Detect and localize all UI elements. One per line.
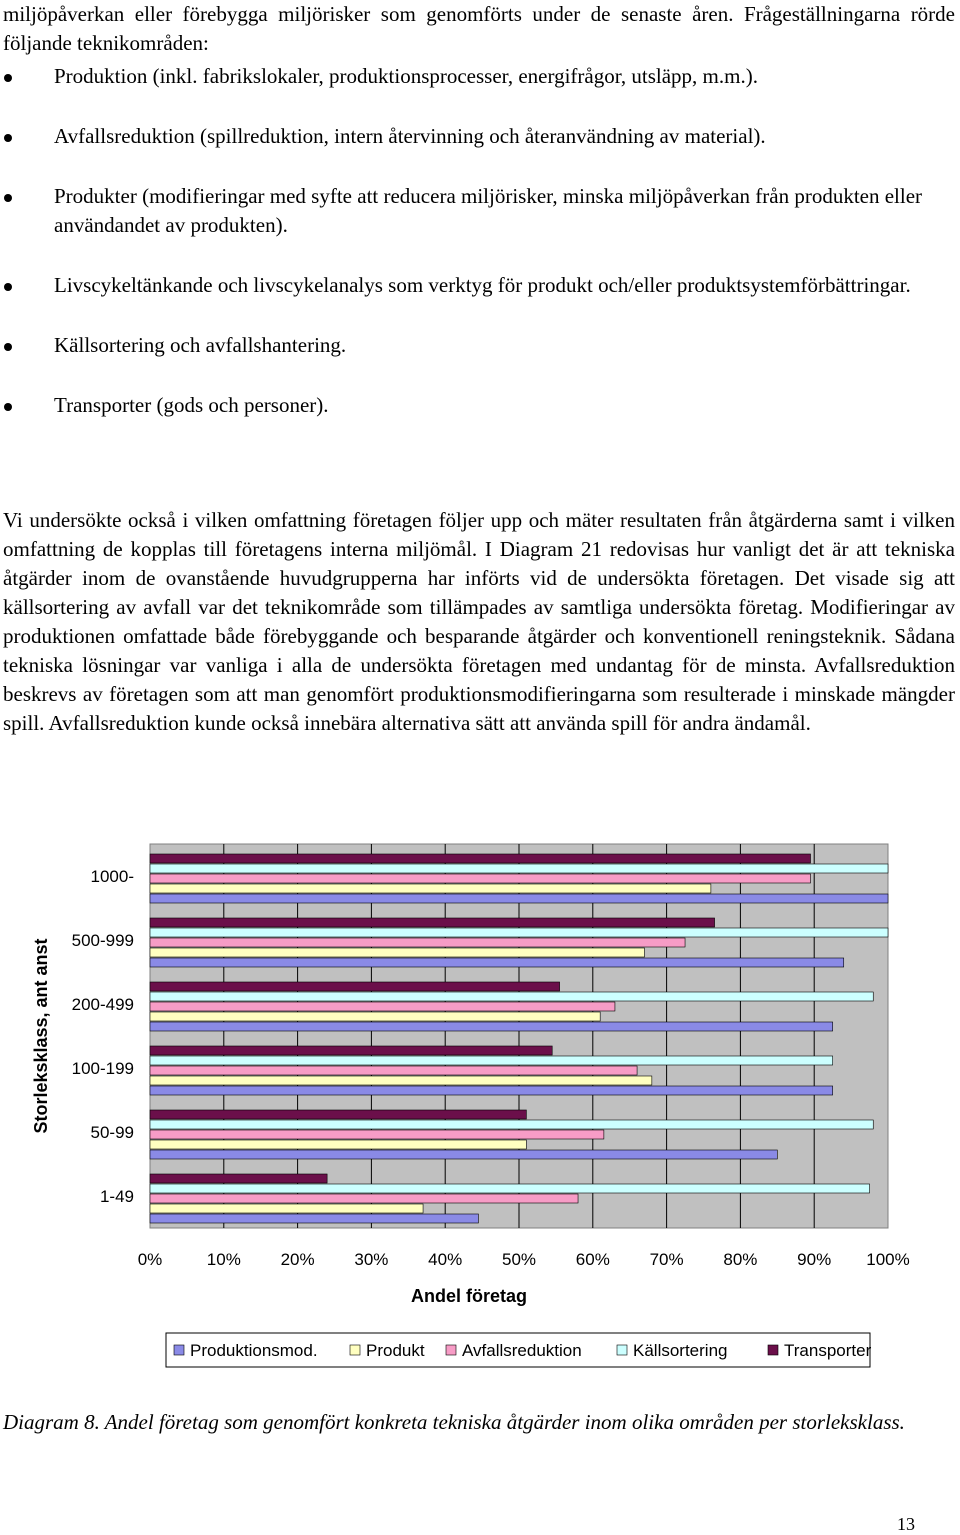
bar — [150, 982, 560, 991]
page-number: 13 — [897, 1514, 915, 1534]
legend-label: Källsortering — [633, 1341, 728, 1360]
y-axis-label: Storleksklass, ant anst — [31, 938, 51, 1134]
bullet-icon — [4, 74, 12, 82]
legend-swatch — [768, 1345, 778, 1355]
legend-label: Produkt — [366, 1341, 425, 1360]
list-item — [0, 182, 955, 240]
bar — [150, 874, 811, 883]
y-tick-label: 500-999 — [71, 931, 134, 950]
bullet-icon — [4, 403, 12, 411]
x-tick-label: 30% — [354, 1250, 389, 1269]
y-tick-label: 1000- — [90, 867, 134, 886]
bar — [150, 1140, 526, 1149]
bar — [150, 938, 685, 947]
bar-chart — [0, 830, 960, 1360]
list-item-text: Produkter (modifieringar med syfte att reducera miljörisker, minska miljöpåverkan från produkten eller användandet av produkten). — [54, 184, 923, 237]
list-item — [0, 331, 955, 360]
x-tick-label: 80% — [723, 1250, 758, 1269]
list-item — [0, 62, 955, 91]
bar — [150, 1002, 615, 1011]
bar — [150, 854, 811, 863]
y-tick-label: 50-99 — [90, 1123, 134, 1142]
bar — [150, 992, 873, 1001]
bar — [150, 948, 644, 957]
bar — [150, 1150, 777, 1159]
legend-label: Avfallsreduktion — [462, 1341, 582, 1360]
x-tick-label: 90% — [797, 1250, 832, 1269]
x-tick-label: 10% — [206, 1250, 241, 1269]
y-tick-label: 200-499 — [71, 995, 134, 1014]
bar — [150, 864, 888, 873]
list-item — [0, 122, 955, 151]
x-tick-label: 60% — [575, 1250, 610, 1269]
x-tick-label: 0% — [137, 1250, 163, 1269]
list-item-text: Livscykeltänkande och livscykelanalys som verktyg för produkt och/eller produktsystemförbättringar. — [54, 273, 911, 297]
bar — [150, 1174, 327, 1183]
bar — [150, 1046, 552, 1055]
bar — [150, 1120, 873, 1129]
bar — [150, 1056, 833, 1065]
chart-canvas — [0, 830, 960, 1410]
bar — [150, 884, 711, 893]
bar — [150, 894, 888, 903]
x-tick-label: 50% — [501, 1250, 537, 1269]
x-axis-label: Andel företag — [410, 1286, 528, 1306]
legend-label: Produktionsmod. — [190, 1341, 318, 1360]
legend-swatch — [350, 1345, 360, 1355]
bar — [150, 1076, 652, 1085]
bar — [150, 1110, 526, 1119]
bar — [150, 918, 715, 927]
topic-list — [0, 62, 955, 451]
bar — [150, 1214, 478, 1223]
figure-caption: Diagram 8. Andel företag som genomfört konkreta tekniska åtgärder inom olika områden per storleksklass. — [3, 1410, 905, 1434]
intro-paragraph: miljöpåverkan eller förebygga miljörisker som genomförts under de senaste åren. Frågeställningarna rörde följande teknikområden: — [3, 2, 955, 55]
bar — [150, 1130, 604, 1139]
list-item-text: Produktion (inkl. fabrikslokaler, produktionsprocesser, energifrågor, utsläpp, m.m.). — [54, 64, 758, 88]
bar — [150, 958, 844, 967]
bar — [150, 1204, 423, 1213]
bar — [150, 1086, 833, 1095]
bullet-icon — [4, 283, 12, 291]
bar — [150, 1022, 833, 1031]
body-paragraph: Vi undersökte också i vilken omfattning företagen följer upp och mäter resultaten från åtgärderna samt i vilken omfattning de kopplas till företagens interna miljömål. I Diagram 21 redovisas hur vanligt det är att tekniska åtgärder inom de ovanstående huvudgrupperna har införts vid de undersökta företagen. Det visade sig att källsortering av avfall var det teknikområde som tillämpades av samtliga undersökta företag. Modifieringar av produktionen omfattade både förebyggande och besparande åtgärder och konventionell reningsteknik. Sådana tekniska lösningar var vanliga i alla de undersökta företagen med undantag för de minsta. Avfallsreduktion beskrevs av företagen som att man genomfört produktionsmodifieringarna som resulterade i minskade mängder spill. Avfallsreduktion kunde också innebära alternativa sätt att använda spill för andra ändamål. — [3, 508, 955, 735]
legend-swatch — [174, 1345, 184, 1355]
y-tick-label: 100-199 — [71, 1059, 134, 1078]
y-tick-label: 1-49 — [99, 1187, 134, 1206]
list-item-text: Avfallsreduktion (spillreduktion, intern återvinning och återanvändning av material). — [54, 124, 766, 148]
legend-swatch — [446, 1345, 456, 1355]
bar — [150, 1012, 600, 1021]
x-tick-label: 100% — [866, 1250, 910, 1269]
list-item-text: Transporter (gods och personer). — [54, 393, 329, 417]
bar — [150, 928, 888, 937]
list-item — [0, 271, 955, 300]
bullet-icon — [4, 343, 12, 351]
bullet-icon — [4, 134, 12, 142]
legend-swatch — [617, 1345, 627, 1355]
bullet-icon — [4, 194, 12, 202]
x-tick-label: 70% — [649, 1250, 684, 1269]
legend-label: Transporter — [784, 1341, 872, 1360]
bar — [150, 1194, 578, 1203]
list-item-text: Källsortering och avfallshantering. — [54, 333, 347, 357]
bar — [150, 1184, 870, 1193]
bar — [150, 1066, 637, 1075]
x-tick-label: 20% — [280, 1250, 315, 1269]
list-item — [0, 391, 955, 420]
x-tick-label: 40% — [428, 1250, 463, 1269]
